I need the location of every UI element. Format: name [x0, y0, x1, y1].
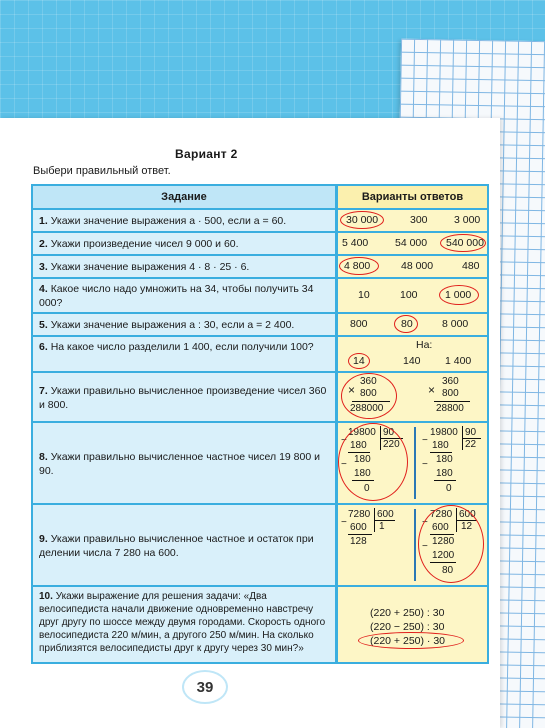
answer-options — [338, 423, 487, 503]
division-divisor: 90 — [383, 427, 395, 438]
calc-result[interactable]: 288000 — [350, 403, 384, 414]
column-divider — [414, 427, 416, 499]
division-rule — [430, 452, 452, 453]
division-step: 600 — [432, 522, 449, 533]
task-text: 5. Укажи значение выражения a : 30, если a = 2 400. — [33, 314, 335, 335]
task-text: 1. Укажи значение выражения a · 500, если a = 60. — [33, 210, 335, 231]
answer-options — [338, 256, 487, 277]
answer-option[interactable]: 800 — [350, 318, 368, 330]
answer-option[interactable]: 4 800 — [344, 260, 371, 272]
selected-circle — [440, 234, 486, 252]
table-row — [33, 423, 487, 503]
multiply-sign: × — [348, 383, 356, 397]
task-text: 8. Укажи правильно вычисленное частное чисел 19 800 и 90. — [33, 423, 335, 503]
header-task: Задание — [33, 186, 335, 208]
division-rule — [434, 480, 456, 481]
division-dividend: 19800 — [348, 427, 376, 438]
variant-title: Вариант 2 — [175, 147, 238, 161]
answer-option[interactable]: (220 + 250) : 30 — [370, 607, 445, 619]
answer-options — [338, 373, 487, 421]
division-dividend: 7280 — [430, 509, 453, 520]
calc-line: 360 — [442, 376, 459, 387]
division-quotient[interactable]: 220 — [383, 439, 400, 450]
division-dividend: 7280 — [348, 509, 371, 520]
division-step: 180 — [350, 440, 367, 451]
answer-options — [338, 233, 487, 254]
answer-option[interactable]: 48 000 — [401, 260, 434, 272]
minus-sign: − — [422, 541, 428, 552]
answer-option[interactable]: 5 400 — [342, 237, 369, 249]
answer-option[interactable]: (220 − 250) : 30 — [370, 621, 445, 633]
selected-circle — [418, 505, 484, 583]
division-divisor: 90 — [465, 427, 477, 438]
table-row — [33, 279, 487, 312]
division-divisor: 600 — [377, 509, 394, 520]
division-step: 1280 — [432, 536, 455, 547]
calc-line: 360 — [360, 376, 377, 387]
division-rule — [348, 534, 372, 535]
division-remainder: 0 — [364, 483, 370, 494]
task-text: 9. Укажи правильно вычисленное частное и остаток при делении числа 7 280 на 600. — [33, 505, 335, 585]
division-remainder: 128 — [350, 536, 367, 547]
task-text: 7. Укажи правильно вычисленное произведение чисел 360 и 800. — [33, 373, 335, 421]
division-step: 180 — [354, 454, 371, 465]
minus-sign: − — [422, 517, 428, 528]
task-text: 3. Укажи значение выражения 4 · 8 · 25 · 6. — [33, 256, 335, 277]
task-text: 6. На какое число разделили 1 400, если получили 100? — [33, 337, 335, 371]
selected-circle — [394, 315, 418, 333]
answer-option[interactable]: 30 000 — [346, 214, 379, 226]
division-dividend: 19800 — [430, 427, 458, 438]
selected-circle — [340, 211, 384, 229]
instruction: Выбери правильный ответ. — [33, 165, 171, 177]
calc-result[interactable]: 28800 — [436, 403, 464, 414]
division-remainder: 0 — [446, 483, 452, 494]
answer-option[interactable]: 100 — [400, 289, 418, 301]
minus-sign: − — [341, 459, 347, 470]
calc-rule — [434, 401, 470, 402]
answer-option[interactable]: 80 — [401, 318, 413, 330]
answer-options — [338, 314, 487, 335]
task-table — [31, 184, 489, 664]
division-remainder: 80 — [442, 565, 454, 576]
answer-option[interactable]: (220 + 250) · 30 — [370, 635, 446, 647]
selected-circle — [439, 285, 479, 305]
page-number: 39 — [182, 670, 228, 704]
table-row — [33, 314, 487, 335]
division-step: 180 — [436, 454, 453, 465]
table-row — [33, 505, 487, 585]
answer-option[interactable]: 10 — [358, 289, 370, 301]
answer-option[interactable]: 300 — [410, 214, 428, 226]
division-quotient[interactable]: 22 — [465, 439, 477, 450]
answer-option[interactable]: 540 000 — [446, 237, 484, 249]
minus-sign: − — [422, 435, 428, 446]
answer-option[interactable]: 3 000 — [454, 214, 481, 226]
table-row — [33, 373, 487, 421]
answer-options — [338, 210, 487, 231]
answer-option[interactable]: 1 400 — [445, 355, 472, 367]
task-text: 10. Укажи выражение для решения задачи: «Два велосипедиста начали движение одновременно навстречу друг другу по шоссе между двумя городами. Скорость одного велосипедиста 220 м/мин, а другого 250 м/мин. На сколько приблизятся велосипедисты друг к другу через 30 мин?» — [33, 587, 335, 662]
task-text: 2. Укажи произведение чисел 9 000 и 60. — [33, 233, 335, 254]
division-quotient[interactable]: 1 — [379, 521, 385, 532]
multiply-sign: × — [428, 383, 436, 397]
table-row — [33, 337, 487, 371]
answer-options — [338, 505, 487, 585]
answer-option[interactable]: 8 000 — [442, 318, 469, 330]
table-row — [33, 587, 487, 662]
selected-circle — [348, 353, 370, 369]
minus-sign: − — [341, 435, 347, 446]
column-divider — [414, 509, 416, 581]
division-step: 180 — [436, 468, 453, 479]
division-step: 600 — [350, 522, 367, 533]
division-step: 180 — [354, 468, 371, 479]
selected-circle — [338, 423, 408, 501]
answer-option[interactable]: 54 000 — [395, 237, 428, 249]
selected-circle — [339, 257, 379, 275]
options-label: На: — [416, 339, 433, 351]
answer-options — [338, 337, 487, 371]
table-header — [33, 186, 487, 208]
division-divisor: 600 — [459, 509, 476, 520]
table-row — [33, 256, 487, 277]
table-row — [33, 233, 487, 254]
task-text: 4. Какое число надо умножить на 34, чтобы получить 34 000? — [33, 279, 335, 312]
answer-option[interactable]: 480 — [462, 260, 480, 272]
table-row — [33, 210, 487, 231]
answer-option[interactable]: 140 — [403, 355, 421, 367]
selected-circle — [358, 632, 464, 649]
answer-options — [338, 279, 487, 312]
calc-line: 800 — [360, 388, 377, 399]
minus-sign: − — [422, 459, 428, 470]
header-answers: Варианты ответов — [338, 186, 487, 208]
division-rule — [375, 520, 395, 521]
answer-option[interactable]: 14 — [353, 355, 365, 367]
selected-circle — [341, 373, 397, 419]
answer-options — [338, 587, 487, 662]
division-quotient[interactable]: 12 — [461, 521, 473, 532]
minus-sign: − — [341, 517, 347, 528]
answer-option[interactable]: 1 000 — [445, 289, 472, 301]
division-step: 180 — [432, 440, 449, 451]
calc-line: 800 — [442, 388, 459, 399]
division-step: 1200 — [432, 550, 455, 561]
